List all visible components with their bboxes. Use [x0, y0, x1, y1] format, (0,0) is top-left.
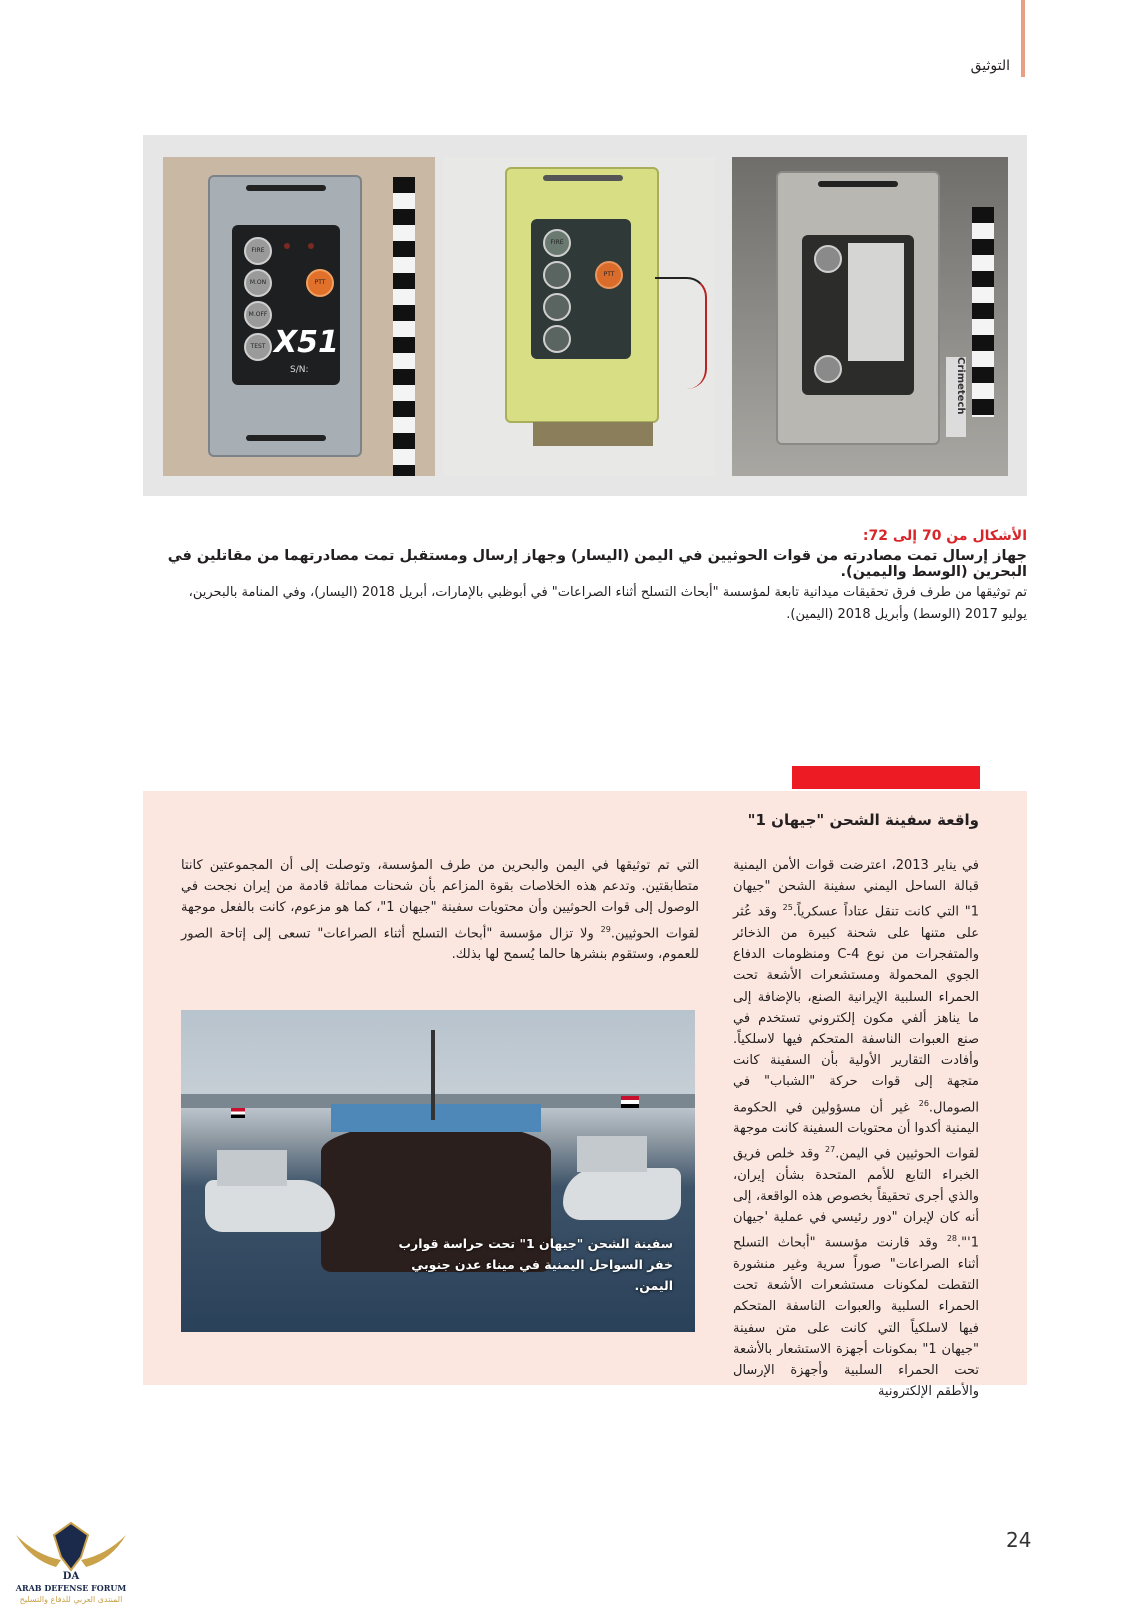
box-column-right — [733, 855, 979, 1402]
patrol-boat-left — [205, 1180, 335, 1232]
receiver-casing — [776, 171, 940, 445]
marking-text: X51 — [274, 325, 339, 360]
page-number: 24 — [1006, 1528, 1032, 1552]
figure-photo-transmitter-bahrain — [443, 157, 715, 476]
figure-title: جهاز إرسال تمت مصادرته من قوات الحوثيين في اليمن (اليسار) وجهاز إرسال ومستقبل تمت مصادرتهما من مقاتلين في البحرين (الوسط واليمين). — [167, 548, 1027, 580]
footnote-ref: 26 — [918, 1098, 929, 1108]
paragraph-text: وقد عُثر على متنها على شحنة كبيرة من الذخائر والمتفجرات من نوع C-4 ومنظومات الدفاع الجوي المحمولة ومستشعرات الأشعة تحت الحمراء السلبية الإيرانية الصنع، بالإضافة إلى ما يناهز ألفي مكون إلكتروني تستخدم في صنع العبوات الناسفة المتحكم فيها لاسلكياً. وأفادت التقارير الأولية بأن السفينة كانت متجهة إلى قوات حركة "الشباب" في الصومال. — [733, 904, 979, 1115]
display-window — [848, 243, 904, 361]
moff-button: M.OFF — [244, 301, 272, 329]
section-label: التوثيق — [970, 58, 1010, 74]
arab-defense-forum-logo — [6, 1515, 136, 1610]
paragraph-text: وقد قارنت مؤسسة "أبحاث التسلح أثناء الصراعات" صوراً سرية وغير منشورة التقطت لمكونات مستشعرات الأشعة تحت الحمراء السلبية والعبوات الناسفة المتحكم فيها لاسلكياً التي كانت على متن سفينة "جيهان 1" بمكونات أجهزة الاستشعار بالأشعة تحت الحمراء السلبية وأجهزة الإرسال والأطقم الإلكترونية — [733, 1235, 979, 1400]
footnote-ref: 29 — [600, 924, 611, 934]
footnote-ref: 28 — [946, 1234, 958, 1244]
ship-mast — [431, 1030, 435, 1120]
paragraph-text: غير أن مسؤولين في الحكومة اليمنية أكدوا أن محتويات السفينة كانت موجهة لقوات الحوثيين في اليمن. — [733, 1099, 979, 1162]
box-heading: واقعة سفينة الشحن "جيهان 1" — [747, 811, 979, 829]
paragraph-text: التي تم توثيقها في اليمن والبحرين من طرف المؤسسة، وتوصلت إلى أن المجموعتين كانتا متطابقتين. وتدعم هذه الخلاصات بقوة المزاعم بأن شحنات مماثلة قادمة من إيران نجحت في الوصول إلى قوات الحوثيين وأن محتويات سفينة "جيهان 1"، كما هو مزعوم، كانت بالفعل موجهة لقوات الحوثيين. — [181, 858, 699, 941]
fire-button: FIRE — [244, 237, 272, 265]
figure-photo-receiver-bahrain — [732, 157, 1008, 476]
panel-button — [543, 325, 571, 353]
figure-photo-strip — [143, 135, 1027, 496]
brand-label: Crimetech — [946, 357, 966, 437]
yemen-flag-icon — [231, 1108, 245, 1118]
ptt-button: PTT — [306, 269, 334, 297]
figure-description: تم توثيقها من طرف فرق تحقيقات ميدانية تابعة لمؤسسة "أبحاث التسلح أثناء الصراعات" في أبوظبي بالإمارات، أبريل 2018 (اليسار)، وفي المنامة بالبحرين، يوليو 2017 (الوسط) وأبريل 2018 (اليمين). — [188, 585, 1027, 622]
control-panel — [232, 225, 340, 385]
box-accent-bar — [792, 766, 980, 789]
mon-button: M.ON — [244, 269, 272, 297]
antenna-wire-icon — [655, 277, 707, 389]
test-button: TEST — [244, 333, 272, 361]
yemen-flag-icon — [621, 1096, 639, 1108]
panel-button — [543, 261, 571, 289]
scale-ruler — [393, 177, 415, 476]
panel-button — [814, 355, 842, 383]
ship-canopy — [331, 1104, 541, 1132]
control-panel — [531, 219, 631, 359]
patrol-boat-right — [563, 1168, 681, 1220]
sidebar-box — [143, 791, 1027, 1400]
ship-photo — [181, 1010, 695, 1332]
scale-ruler — [972, 207, 994, 417]
indicator-led — [284, 243, 290, 249]
transmitter-casing — [208, 175, 362, 457]
ship-photo-caption: سفينة الشحن "جيهان 1" تحت حراسة قوارب خفر السواحل اليمنية في ميناء عدن جنوبي اليمن. — [398, 1236, 673, 1293]
mount-bracket — [533, 422, 653, 446]
paragraph-text: وقد خلص فريق الخبراء التابع للأمم المتحدة بشأن إيران، والذي أجرى تحقيقاً بخصوص هذه الواقعة، إلى أنه كان لإيران "دور رئيسي في عملية 'جيهان 1'". — [733, 1146, 979, 1251]
watermark-title: ARAB DEFENSE FORUM — [15, 1583, 127, 1593]
watermark-subtitle: المنتدى العربي للدفاع والتسليح — [19, 1595, 123, 1604]
indicator-led — [308, 243, 314, 249]
paragraph-text: ولا تزال مؤسسة "أبحاث التسلح أثناء الصراعات" تسعى إلى إتاحة الصور للعموم، وستقوم بنشرها حالما يُسمح لها بذلك. — [181, 925, 699, 963]
header-rule — [1021, 0, 1025, 77]
figure-caption — [160, 528, 1027, 626]
ptt-button: PTT — [595, 261, 623, 289]
figure-number: الأشكال من 70 إلى 72: — [862, 528, 1027, 544]
svg-text:DA: DA — [62, 1571, 80, 1582]
box-column-left — [181, 855, 699, 965]
fire-button: FIRE — [543, 229, 571, 257]
footnote-ref: 25 — [782, 903, 793, 913]
panel-button — [814, 245, 842, 273]
panel-button — [543, 293, 571, 321]
receiver-casing — [505, 167, 659, 423]
figure-photo-transmitter-yemen — [163, 157, 435, 476]
serial-label: S/N: — [290, 365, 309, 375]
control-panel — [802, 235, 914, 395]
footnote-ref: 27 — [825, 1145, 836, 1155]
paragraph-text: في يناير 2013، اعترضت قوات الأمن اليمنية قبالة الساحل اليمني سفينة الشحن "جيهان 1" التي كانت تنقل عتاداً عسكرياً. — [733, 858, 979, 920]
